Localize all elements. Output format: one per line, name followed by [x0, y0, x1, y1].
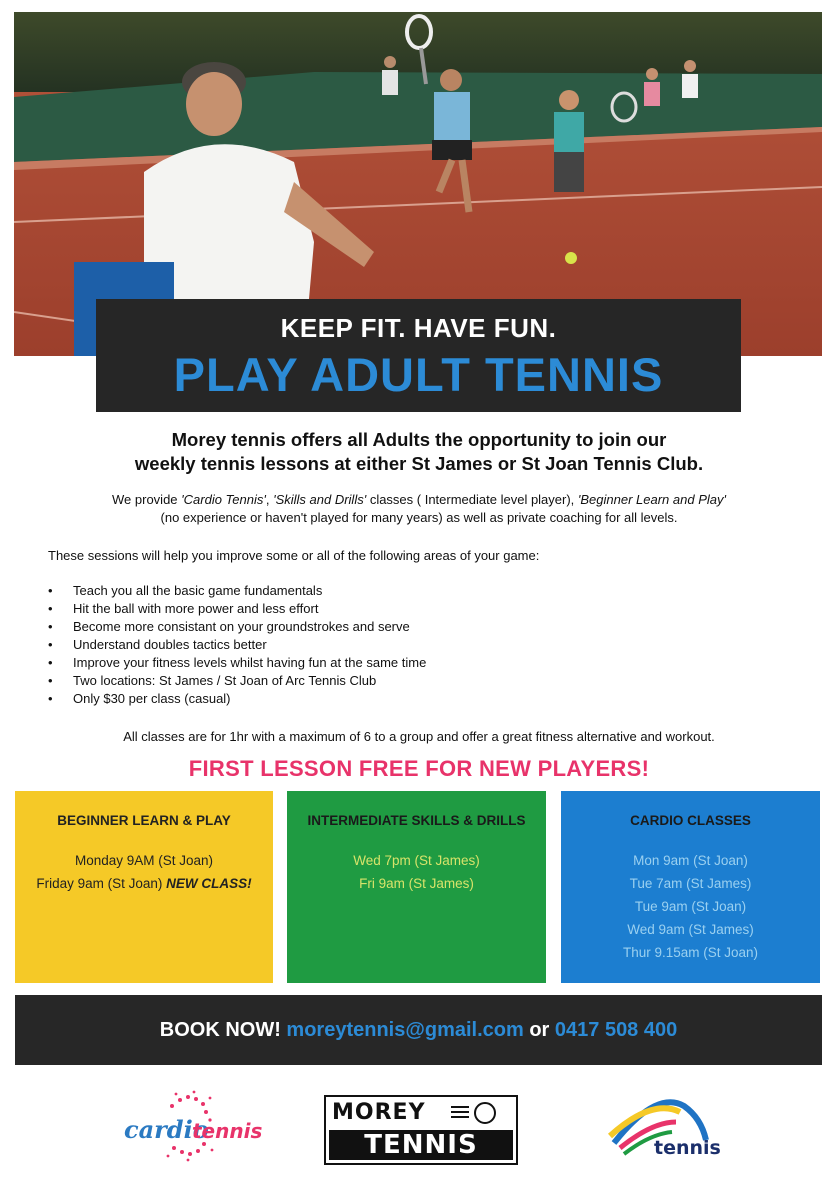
- cardio-logo-word-2: tennis: [192, 1119, 263, 1143]
- list-item: • Understand doubles tactics better: [48, 636, 426, 654]
- class-name-skills: 'Skills and Drills': [273, 492, 367, 507]
- all-classes-note: All classes are for 1hr with a maximum of 6 to a group and offer a great fitness alternative and workout.: [123, 729, 715, 744]
- morey-logo-top: MOREY: [332, 1100, 426, 1125]
- beginner-times: [15, 849, 273, 895]
- cardio-time-3: Tue 9am (St Joan): [634, 899, 747, 914]
- cardio-time-4: Wed 9am (St James): [627, 922, 754, 937]
- intermediate-time-2: Fri 9am (St James): [359, 876, 474, 891]
- list-item: • Two locations: St James / St Joan of Arc Tennis Club: [48, 672, 426, 690]
- beginner-time-2: Friday 9am (St Joan): [36, 876, 167, 891]
- headline-tagline: KEEP FIT. HAVE FUN.: [280, 313, 557, 343]
- cardio-times: [561, 849, 820, 964]
- or-text: or: [529, 1019, 550, 1041]
- cardio-time-5: Thur 9.15am (St Joan): [622, 945, 759, 960]
- list-item: • Teach you all the basic game fundamentals: [48, 582, 426, 600]
- class-name-beginner: 'Beginner Learn and Play': [577, 492, 726, 507]
- cardio-box: [561, 791, 820, 983]
- tennis-australia-logo: [606, 1088, 726, 1168]
- beginner-title: BEGINNER LEARN & PLAY: [57, 813, 231, 828]
- intro-line-2: weekly tennis lessons at either St James or St Joan Tennis Club.: [134, 453, 704, 474]
- intro-line-1: Morey tennis offers all Adults the opportunity to join our: [171, 429, 667, 450]
- provide-text-1: We provide: [112, 492, 182, 507]
- list-item: • Become more consistant on your groundstrokes and serve: [48, 618, 426, 636]
- speed-lines-icon: [451, 1106, 469, 1121]
- cardio-time-2: Tue 7am (St James): [629, 876, 752, 891]
- headline-title: PLAY ADULT TENNIS: [173, 348, 664, 401]
- intermediate-times: [287, 849, 546, 895]
- cardio-time-1: Mon 9am (St Joan): [633, 853, 748, 868]
- list-item: • Hit the ball with more power and less effort: [48, 600, 426, 618]
- book-now-label: BOOK NOW!: [159, 1019, 281, 1041]
- provide-line-2: (no experience or haven't played for many years) as well as private coaching for all levels.: [160, 510, 678, 525]
- free-lesson-headline: FIRST LESSON FREE FOR NEW PLAYERS!: [188, 756, 650, 781]
- beginner-box: [15, 791, 273, 983]
- intermediate-box: [287, 791, 546, 983]
- class-name-cardio: 'Cardio Tennis': [181, 492, 266, 507]
- tennis-logo-word: tennis: [654, 1137, 721, 1159]
- intro-text: [40, 428, 798, 476]
- intermediate-title: INTERMEDIATE SKILLS & DRILLS: [307, 813, 526, 828]
- benefits-list: [48, 582, 426, 708]
- headline-banner: [96, 299, 741, 412]
- email-link[interactable]: moreytennis@gmail.com: [286, 1019, 524, 1041]
- provide-text-2: ,: [265, 492, 274, 507]
- provide-text-3: classes ( Intermediate level player),: [366, 492, 578, 507]
- cardio-title: CARDIO CLASSES: [630, 813, 751, 828]
- morey-logo-bottom: TENNIS: [329, 1130, 513, 1160]
- list-item: • Only $30 per class (casual): [48, 690, 426, 708]
- tennis-ball-icon: [474, 1102, 496, 1124]
- phone-link[interactable]: 0417 508 400: [554, 1019, 678, 1041]
- intermediate-time-1: Wed 7pm (St James): [353, 853, 480, 868]
- list-item: • Improve your fitness levels whilst having fun at the same time: [48, 654, 426, 672]
- book-now-bar: [15, 995, 822, 1065]
- new-class-badge: NEW CLASS!: [166, 876, 252, 891]
- provide-text: [40, 491, 798, 527]
- cardio-tennis-logo: [118, 1090, 268, 1170]
- cardio-logo-word-1: cardio: [124, 1115, 209, 1144]
- morey-tennis-logo: [324, 1095, 518, 1165]
- beginner-time-1: Monday 9AM (St Joan): [74, 853, 214, 868]
- sessions-intro: These sessions will help you improve some or all of the following areas of your game:: [48, 548, 540, 563]
